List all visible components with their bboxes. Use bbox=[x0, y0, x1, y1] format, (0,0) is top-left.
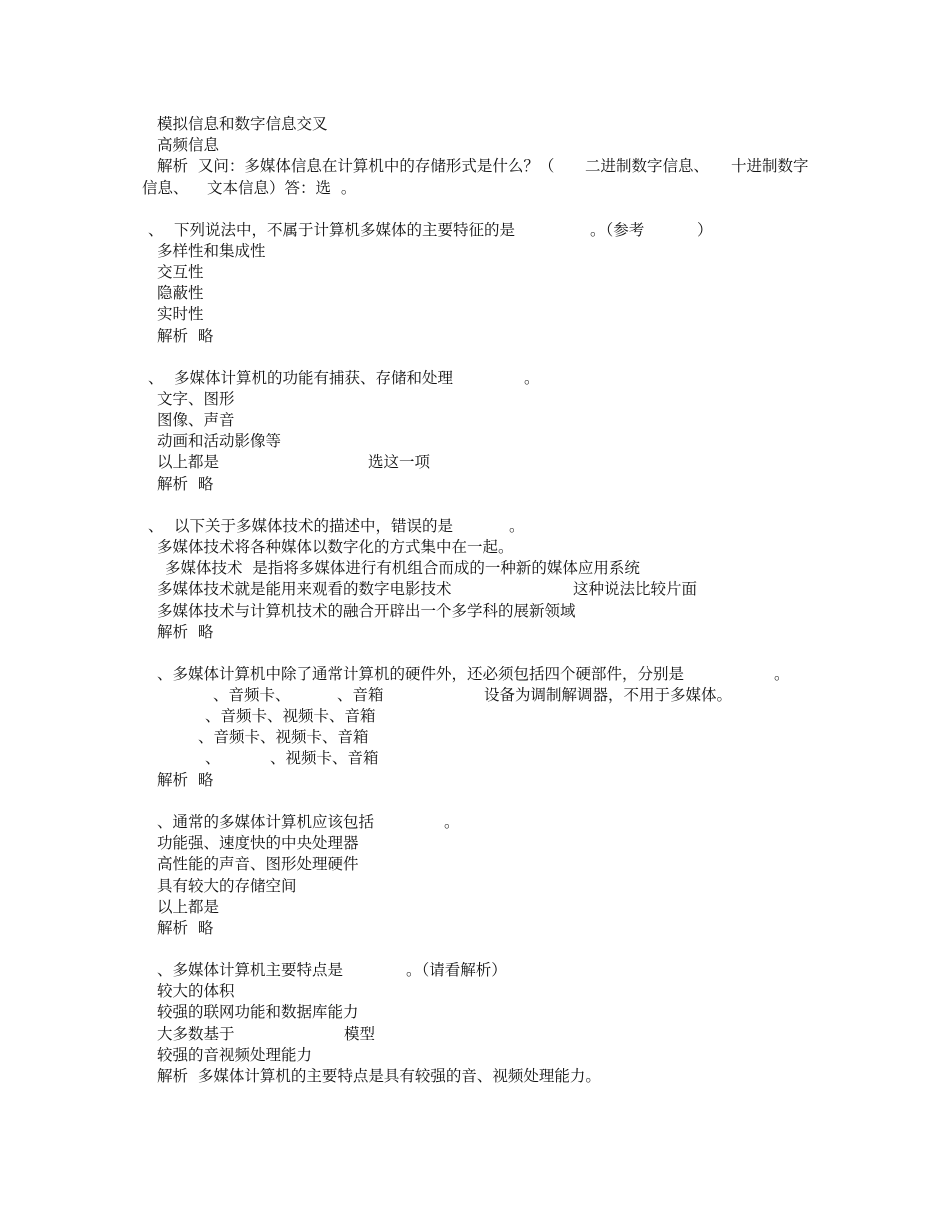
option: 多媒体技术与计算机技术的融合开辟出一个多学科的展新领域 bbox=[157, 602, 576, 620]
option: 功能强、速度快的中央处理器 bbox=[157, 834, 359, 852]
analysis-text: 解析 略 bbox=[157, 919, 214, 937]
option: 隐蔽性 bbox=[157, 284, 204, 302]
option: 文字、图形 bbox=[157, 390, 235, 408]
analysis-text: 解析 略 bbox=[157, 327, 214, 345]
option: 高性能的声音、图形处理硬件 bbox=[157, 855, 359, 873]
question-stem: 下列说法中，不属于计算机多媒体的主要特征的是 bbox=[174, 221, 516, 239]
question-stem: 、多媒体计算机主要特点是 bbox=[157, 961, 344, 979]
question-stem: 、多媒体计算机中除了通常计算机的硬件外，还必须包括四个硬部件，分别是 bbox=[157, 665, 685, 683]
option: 、音频卡、视频卡、音箱 bbox=[198, 728, 369, 746]
analysis-text: 解析 略 bbox=[157, 475, 214, 493]
question-stem: 、通常的多媒体计算机应该包括 bbox=[157, 813, 375, 831]
answer-note: 选这一项 bbox=[368, 453, 431, 471]
analysis-text: 文本信息）答：选 。 bbox=[207, 179, 357, 197]
option: 、视频卡、音箱 bbox=[270, 749, 379, 767]
option: 多媒体技术 是指将多媒体进行有机组合而成的一种新的媒体应用系统 bbox=[165, 559, 640, 577]
question-tail: 。（请看解析） bbox=[406, 961, 507, 979]
option: 较强的音视频处理能力 bbox=[157, 1046, 313, 1064]
question-tail: 。 bbox=[509, 517, 525, 535]
option: 、 bbox=[205, 749, 221, 767]
analysis-text: 解析 多媒体计算机的主要特点是具有较强的音、视频处理能力。 bbox=[157, 1067, 601, 1085]
question-stem: 以下关于多媒体技术的描述中，错误的是 bbox=[174, 517, 454, 535]
option: 、音频卡、视频卡、音箱 bbox=[205, 707, 376, 725]
option: 以上都是 bbox=[157, 898, 220, 916]
option: 、音箱 bbox=[337, 686, 384, 704]
question-tail: 。 bbox=[444, 813, 460, 831]
question-tail: ） bbox=[697, 221, 713, 239]
option: 、音频卡、 bbox=[213, 686, 291, 704]
question-number: 、 bbox=[148, 517, 164, 535]
option: 交互性 bbox=[157, 263, 204, 281]
option: 较大的体积 bbox=[157, 982, 235, 1000]
option-c: 模拟信息和数字信息交叉 bbox=[157, 115, 328, 133]
option: 模型 bbox=[344, 1025, 376, 1043]
option: 多媒体技术就是能用来观看的数字电影技术 bbox=[157, 580, 452, 598]
option: 图像、声音 bbox=[157, 411, 235, 429]
answer-note: 设备为调制解调器，不用于多媒体。 bbox=[484, 686, 733, 704]
analysis-text: 十进制数字 bbox=[731, 157, 809, 175]
option: 动画和活动影像等 bbox=[157, 432, 282, 450]
question-number: 、 bbox=[148, 369, 164, 387]
option: 具有较大的存储空间 bbox=[157, 877, 297, 895]
question-tail: 。 bbox=[774, 665, 790, 683]
question-stem: 多媒体计算机的功能有捕获、存储和处理 bbox=[174, 369, 454, 387]
question-number: 、 bbox=[148, 221, 164, 239]
option: 多媒体技术将各种媒体以数字化的方式集中在一起。 bbox=[157, 538, 514, 556]
analysis-text: 解析 略 bbox=[157, 771, 214, 789]
option: 多样性和集成性 bbox=[157, 242, 266, 260]
analysis-text: 解析 又问：多媒体信息在计算机中的存储形式是什么？（ bbox=[157, 157, 555, 175]
option: 较强的联网功能和数据库能力 bbox=[157, 1003, 359, 1021]
answer-note: 这种说法比较片面 bbox=[573, 580, 698, 598]
option-d: 高频信息 bbox=[157, 136, 220, 154]
analysis-text: 二进制数字信息、 bbox=[585, 157, 710, 175]
question-tail: 。 bbox=[524, 369, 540, 387]
option: 实时性 bbox=[157, 305, 204, 323]
option: 大多数基于 bbox=[157, 1025, 235, 1043]
analysis-text: 解析 略 bbox=[157, 623, 214, 641]
question-tail: 。（参考 bbox=[590, 221, 645, 239]
analysis-text: 信息、 bbox=[142, 179, 189, 197]
option: 以上都是 bbox=[157, 453, 220, 471]
